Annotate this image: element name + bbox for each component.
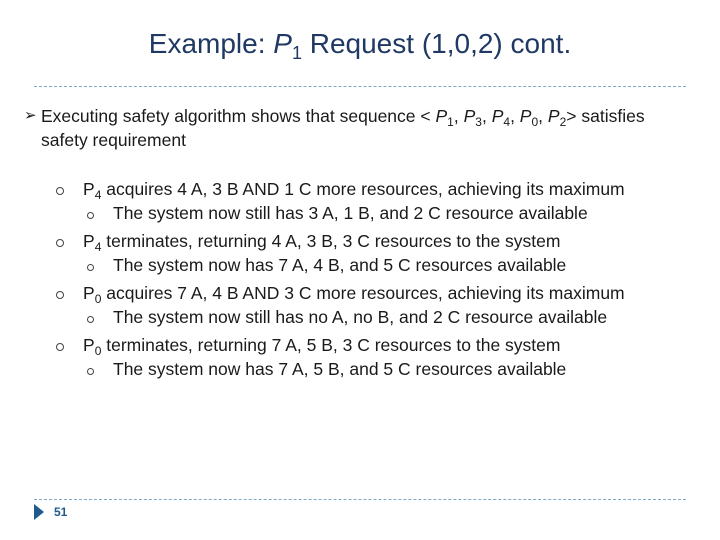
item-text: acquires 7 A, 4 B AND 3 C more resources, achieving its maximum bbox=[101, 283, 625, 303]
page-marker-icon bbox=[34, 504, 44, 520]
circle-bullet-icon bbox=[87, 264, 94, 271]
circle-bullet-icon bbox=[87, 212, 94, 219]
arrow-bullet-icon: ➢ bbox=[24, 107, 37, 124]
title-process: P bbox=[273, 28, 292, 59]
sub-item-text: The system now still has no A, no B, and 2 C resource available bbox=[113, 306, 608, 327]
sub-list-item bbox=[0, 358, 673, 382]
seq-process-sub: 1 bbox=[447, 115, 454, 129]
circle-bullet-icon bbox=[87, 316, 94, 323]
seq-comma: , bbox=[538, 106, 548, 126]
seq-process: P bbox=[547, 106, 560, 126]
item-text: terminates, returning 4 A, 3 B, 3 C resources to the system bbox=[101, 231, 561, 251]
seq-comma: , bbox=[481, 106, 492, 126]
seq-process: P bbox=[491, 106, 504, 126]
main-bullet bbox=[24, 104, 684, 152]
step-list bbox=[0, 178, 720, 381]
item-process: P bbox=[83, 179, 95, 199]
sub-list-item bbox=[0, 254, 673, 278]
main-bullet-text-a: Executing safety algorithm shows that sequence < bbox=[41, 106, 436, 126]
seq-process: P bbox=[519, 106, 532, 126]
bottom-divider bbox=[34, 499, 686, 500]
list-item bbox=[0, 334, 663, 358]
seq-process-sub: 4 bbox=[503, 115, 511, 129]
item-process-sub: 0 bbox=[94, 292, 102, 306]
list-item bbox=[0, 230, 663, 254]
item-text: terminates, returning 7 A, 5 B, 3 C resources to the system bbox=[101, 335, 561, 355]
main-bullet-text-b: > satisfies safety requirement bbox=[41, 106, 645, 150]
main-bullet-text bbox=[41, 104, 684, 152]
title-prefix: Example: bbox=[148, 28, 274, 59]
circle-bullet-icon bbox=[56, 291, 64, 299]
sub-item-text: The system now has 7 A, 5 B, and 5 C resources available bbox=[113, 358, 567, 379]
seq-comma: , bbox=[453, 106, 464, 126]
item-process-sub: 4 bbox=[94, 188, 102, 202]
circle-bullet-icon bbox=[87, 368, 94, 375]
sub-item-text: The system now still has 3 A, 1 B, and 2 C resource available bbox=[113, 202, 588, 223]
title-suffix: Request (1,0,2) cont. bbox=[301, 28, 572, 59]
item-text: acquires 4 A, 3 B AND 1 C more resources, achieving its maximum bbox=[101, 179, 625, 199]
item-process-sub: 4 bbox=[94, 240, 102, 254]
item-process: P bbox=[83, 283, 95, 303]
item-process: P bbox=[83, 335, 95, 355]
circle-bullet-icon bbox=[56, 343, 64, 351]
seq-process: P bbox=[463, 106, 476, 126]
list-item bbox=[0, 282, 663, 306]
item-process: P bbox=[83, 231, 95, 251]
page-number: 51 bbox=[54, 505, 68, 519]
sub-list-item bbox=[0, 306, 673, 330]
seq-process-sub: 3 bbox=[475, 115, 482, 129]
circle-bullet-icon bbox=[56, 187, 64, 195]
sub-item-text: The system now has 7 A, 4 B, and 5 C resources available bbox=[113, 254, 567, 275]
circle-bullet-icon bbox=[56, 239, 64, 247]
list-item bbox=[0, 178, 663, 202]
title-process-sub: 1 bbox=[291, 43, 302, 63]
seq-process-sub: 2 bbox=[559, 115, 567, 129]
item-process-sub: 0 bbox=[94, 344, 102, 358]
seq-process: P bbox=[435, 106, 448, 126]
top-divider bbox=[34, 86, 686, 87]
seq-process-sub: 0 bbox=[531, 115, 539, 129]
slide-title bbox=[0, 28, 720, 63]
seq-comma: , bbox=[510, 106, 520, 126]
sub-list-item bbox=[0, 202, 673, 226]
